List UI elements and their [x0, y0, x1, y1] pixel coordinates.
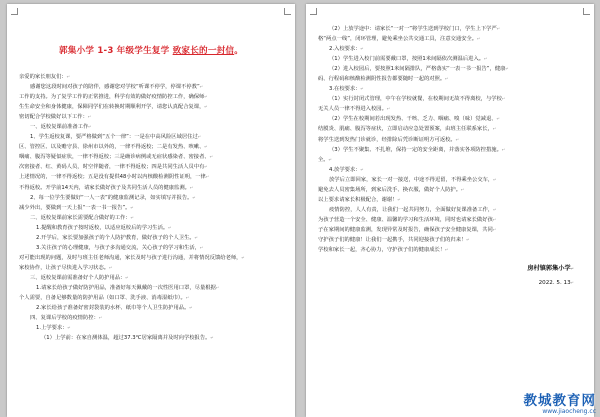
- paragraph-mark-icon: ↵: [496, 116, 500, 122]
- paragraph-mark-icon: ↵: [328, 156, 332, 162]
- paragraph-mark-icon: ↵: [466, 236, 470, 242]
- text-line: [19, 152, 283, 162]
- text-line: [318, 225, 582, 235]
- text-line-content: 子在家期间的健康监测，发现异常及时报告，确保孩子安全健康复课，共同: [318, 226, 493, 233]
- text-line-content: 放学后立即回家，家长一对一接送，中途不得逗留，不得乘坐公交车，: [329, 176, 494, 183]
- text-line: [19, 313, 283, 323]
- text-line-content: 1.提醒和教育孩子按时返校，以适应返校后的学习生活。: [36, 224, 169, 231]
- text-line-content: 1.请家长给孩子做好防护用品，准备好每天佩戴的一次性医用口罩，尽量根据: [36, 284, 216, 291]
- text-line-content: 1、学生返校复课，要严格做到“五个一律”：一是在中高风险区域居住过: [30, 134, 198, 141]
- paragraph-mark-icon: ↵: [109, 264, 113, 270]
- paragraph-mark-icon: ↵: [192, 194, 196, 200]
- text-line-content: 以上要求请家长积极配合，谢谢！: [318, 196, 398, 203]
- document-page-left: [7, 4, 295, 417]
- watermark-logo-text: 教城教育网: [523, 393, 596, 409]
- paragraph-mark-icon: ↵: [98, 315, 103, 321]
- text-line-content: （2）上放学途中：请家长“一对一”将学生送到学校门口，学生上下学严: [329, 26, 497, 32]
- text-line-content: 学校和家长一起，齐心协力，守护孩子们的健康成长！: [318, 247, 446, 254]
- text-line-content: 个人需要，自备足够数量的防护用品（如口罩、洗手液、消毒湿纸巾）。: [19, 295, 186, 302]
- text-line-content: 2、每一位学生要做好“一人一表”的健康监测记录，如实填写并报告。: [30, 194, 193, 201]
- paragraph-mark-icon: ↵: [397, 196, 401, 202]
- text-line: [19, 323, 283, 333]
- paragraph-mark-icon: ↵: [455, 136, 460, 142]
- text-line: [318, 84, 582, 94]
- text-line: [19, 273, 283, 283]
- text-line: [19, 142, 283, 152]
- text-line-content: 将学生送到发热门诊就诊，经排除后凭诊断证明方可返校。: [318, 136, 456, 143]
- text-line-content: 码、行程码和核酸检测阴性报告都要随时一起的对照。: [318, 76, 446, 83]
- text-line-content: 2.家长给孩子准备好密封袋装的水杯、纸巾等个人卫生防护用品。: [36, 305, 190, 312]
- text-line-content: 区、管控区、以及赡守县、徐州市以外的，一律不得返校；二是有发热、咳嗽、: [19, 144, 205, 151]
- paragraph-mark-icon: ↵: [492, 126, 497, 132]
- paragraph-mark-icon: ↵: [168, 224, 172, 230]
- text-line: [318, 64, 582, 74]
- text-line-content: 亲爱的家长朋友们：: [19, 74, 67, 80]
- text-line-content: 生生命安全和身体健康，保障同学们在转换时期顺利开学，请您认真配合复课，: [19, 104, 205, 111]
- paragraph-mark-icon: ↵: [130, 214, 135, 220]
- paragraph-mark-icon: ↵: [204, 164, 208, 170]
- paragraph-mark-icon: ↵: [445, 247, 449, 253]
- text-line: [19, 193, 283, 203]
- text-line: [19, 303, 283, 313]
- margin-corner-mark: [583, 8, 590, 15]
- text-line-content: 次密接者、红、黄码人员，时空伴随者，一律不得返校；四是共同生活人员中有: [19, 164, 205, 171]
- text-line-content: 家校协作，让孩子尽快进入学习状态。: [19, 264, 110, 271]
- text-line: [318, 135, 582, 145]
- text-line-content: 一、返校复课前准备工作: [30, 124, 89, 131]
- text-line: [19, 172, 283, 182]
- left-page-body: [19, 72, 283, 343]
- text-line: [318, 94, 582, 104]
- text-line-content: 二、返校复课前家长需要配合做好的工作：: [30, 214, 131, 221]
- text-line: [318, 195, 582, 205]
- paragraph-mark-icon: ↵: [185, 295, 190, 301]
- text-line-content: 咽痛、腹泻等疑似症状，一律不得返校；三是确诊病例或无症状感染者、密接者、: [19, 154, 210, 161]
- margin-corner-mark: [310, 8, 317, 15]
- text-line-content: 结膜炎、肌痛、腹泻等症状，立即启动应急处置预案，由班主任联系家长，: [318, 126, 493, 133]
- text-line-content: （1）实行封闭式管理，中午在学校就餐，在校期间无故不得离校，与学校: [329, 96, 502, 103]
- watermark-url: www.jiaocheng.cc: [542, 408, 596, 415]
- margin-corner-mark: [11, 8, 18, 15]
- paragraph-mark-icon: ↵: [492, 226, 497, 232]
- paragraph-mark-icon: ↵: [189, 305, 193, 311]
- text-line-content: 疫情防控，人人有责，让我们一起共同努力，全面做好复课准备工作，: [329, 206, 494, 213]
- paragraph-mark-icon: ↵: [484, 56, 488, 62]
- text-line: [318, 245, 582, 255]
- paragraph-mark-icon: ↵: [205, 174, 210, 180]
- paragraph-mark-icon: ↵: [386, 106, 391, 112]
- text-line-content: 2.开学后，家长要加强孩子的个人防护教育，做好孩子的个人卫生。: [36, 234, 195, 241]
- text-line: [19, 102, 283, 112]
- text-line: [19, 253, 283, 263]
- text-line: [19, 203, 283, 213]
- text-line-content: 密切配合学校做好以下工作：: [19, 114, 88, 121]
- right-page-body: [318, 24, 582, 255]
- text-line: [19, 183, 283, 193]
- text-line: [19, 82, 283, 92]
- text-line: [19, 112, 283, 122]
- paragraph-mark-icon: ↵: [199, 244, 204, 250]
- text-line-content: 避免去人员密集场所，到家后洗手、换衣服，做好个人防护。: [318, 186, 462, 193]
- site-watermark: [524, 389, 597, 415]
- paragraph-mark-icon: ↵: [215, 284, 220, 290]
- text-line: [19, 263, 283, 273]
- text-line-content: （2）进入校园后，要按照1米间隔排队，严格落实“一表一书一报告”，健康: [329, 66, 506, 73]
- text-line: [318, 34, 582, 44]
- paragraph-mark-icon: ↵: [360, 166, 364, 172]
- paragraph-mark-icon: ↵: [501, 96, 506, 102]
- paragraph-mark-icon: ↵: [241, 254, 245, 260]
- paragraph-mark-icon: ↵: [493, 206, 497, 212]
- text-line: [318, 185, 582, 195]
- text-line: [318, 235, 582, 245]
- paragraph-mark-icon: ↵: [492, 216, 497, 222]
- text-line: [318, 124, 582, 134]
- text-line-content: 无关人员一律不得进入校园。: [318, 106, 387, 113]
- text-line-content: 为孩子营造一个安全、健康、温馨的学习和生活环境，同时也请家长做好孩: [318, 216, 493, 223]
- text-line: [19, 233, 283, 243]
- paragraph-mark-icon: ↵: [210, 335, 214, 341]
- text-line: [318, 24, 582, 34]
- text-line: [318, 205, 582, 215]
- text-line: [318, 175, 582, 185]
- text-line: [318, 114, 582, 124]
- text-line-content: 4.放学要求：: [329, 166, 361, 173]
- paragraph-mark-icon: ↵: [194, 234, 199, 240]
- paragraph-mark-icon: ↵: [197, 134, 202, 140]
- text-line-content: 对可能出现的问题，及时与班主任老师沟通，家长及时与孩子进行沟通，并将情况反馈给老师，: [19, 254, 242, 261]
- paragraph-mark-icon: ↵: [209, 154, 214, 160]
- text-line: [19, 293, 283, 303]
- letter-date: 2022. 5. 13↵: [538, 280, 574, 287]
- text-line: [318, 44, 582, 54]
- text-line-content: （1）学生进入校门前需要戴口罩，按照1米间隔依次测温后进入。: [329, 56, 485, 63]
- text-line-content: 三、返校复课前需准备好个人防护用品：: [30, 274, 126, 281]
- text-line-content: 守护孩子们的健康！让我们一起携手，共同迎接孩子们的归来！: [318, 236, 467, 243]
- text-line-content: 上述情况的，一律不得返校；五是没有提供48小时以内核酸检测阴性证明，一律: [19, 174, 206, 181]
- text-line: [318, 104, 582, 114]
- document-page-right: [306, 4, 594, 417]
- text-line: [318, 54, 582, 64]
- text-line: [19, 162, 283, 172]
- text-line: [19, 223, 283, 233]
- text-line-content: 格“两点一线”，闭环管理，避免乘坐公共交通工具，注意交通安全。: [318, 36, 478, 43]
- title-underlined: 致家长的一封信: [172, 46, 235, 56]
- title-prefix: 郭集小学 1-3 年级学生复学: [59, 46, 173, 56]
- paragraph-mark-icon: ↵: [501, 146, 506, 152]
- paragraph-mark-icon: ↵: [204, 94, 208, 100]
- paragraph-mark-icon: ↵: [67, 325, 71, 331]
- paragraph-mark-icon: ↵: [130, 204, 134, 210]
- text-line-content: 不得返校。开学前14天内，请家长做好孩子及共同生活人员的健康监测。: [19, 184, 190, 191]
- text-line-content: 全。: [318, 156, 329, 163]
- text-line-content: （3）学生不聚集、不扎堆，保持一定的安全距离，并落实各项防控措施。: [329, 146, 502, 153]
- paragraph-mark-icon: ↵: [204, 144, 208, 150]
- text-line: [19, 243, 283, 253]
- signature-text: 房村镇郭集小学: [527, 265, 571, 273]
- paragraph-mark-icon: ↵: [88, 124, 92, 130]
- margin-corner-mark: [284, 8, 291, 15]
- text-line: [19, 213, 283, 223]
- text-line: [318, 145, 582, 155]
- text-line: [318, 74, 582, 84]
- paragraph-mark-icon: ↵: [204, 104, 208, 110]
- paragraph-mark-icon: ↵: [66, 74, 71, 79]
- text-line: [19, 72, 283, 82]
- text-line-content: 减少外出，要做到一天上报“一表一书一报告”。: [19, 204, 131, 211]
- paragraph-mark-icon: ↵: [199, 84, 204, 90]
- text-line-content: 四、复课后学校的疫情防控：: [30, 315, 99, 322]
- text-line: [19, 333, 283, 343]
- text-line-content: 感谢您这段时间对孩子的陪伴，感谢您对学校“听课不停学，停课不停教”: [30, 84, 200, 91]
- text-line: [318, 215, 582, 225]
- document-title: [19, 44, 283, 56]
- text-line-content: 2.入校要求：: [329, 46, 361, 53]
- paragraph-mark-icon: ↵: [360, 86, 364, 92]
- text-line-content: 3.在校要求：: [329, 86, 361, 93]
- text-line-content: 3.关注孩子的心理健康，与孩子多沟通交流，关心孩子的学习和生活，: [36, 244, 200, 251]
- text-line: [318, 165, 582, 175]
- text-line: [19, 122, 283, 132]
- paragraph-mark-icon: ↵: [477, 36, 481, 42]
- text-line-content: 工作的支持。为了复学工作的正常推进，科学有效的做好疫情防控工作，确保师: [19, 94, 205, 101]
- text-line: [19, 283, 283, 293]
- text-line: [19, 92, 283, 102]
- paragraph-mark-icon: ↵: [125, 274, 129, 280]
- paragraph-mark-icon: ↵: [461, 186, 465, 192]
- text-line-content: 1.上学要求：: [36, 325, 68, 332]
- paragraph-mark-icon: ↵: [189, 184, 194, 190]
- paragraph-mark-icon: ↵: [87, 114, 92, 120]
- signature: 房村镇郭集小学↵: [527, 265, 574, 273]
- paragraph-mark-icon: ↵: [505, 66, 509, 72]
- text-line-content: （1）上学前：在家自测体温，超过37.3℃居家隔离并及时向学校报告。: [41, 335, 211, 342]
- paragraph-mark-icon: ↵: [360, 46, 364, 52]
- text-line: [19, 132, 283, 142]
- date-text: 2022. 5. 13: [538, 280, 571, 287]
- paragraph-mark-icon: ↵: [496, 26, 501, 31]
- paragraph-mark-icon: ↵: [493, 176, 497, 182]
- title-suffix: 。: [234, 46, 243, 56]
- text-line-content: （2）学生在校期间若出现发热、干咳、乏力、咽痛、嗅（味）觉减退、: [329, 116, 497, 123]
- paragraph-mark-icon: ↵: [445, 76, 449, 82]
- text-line: [318, 155, 582, 165]
